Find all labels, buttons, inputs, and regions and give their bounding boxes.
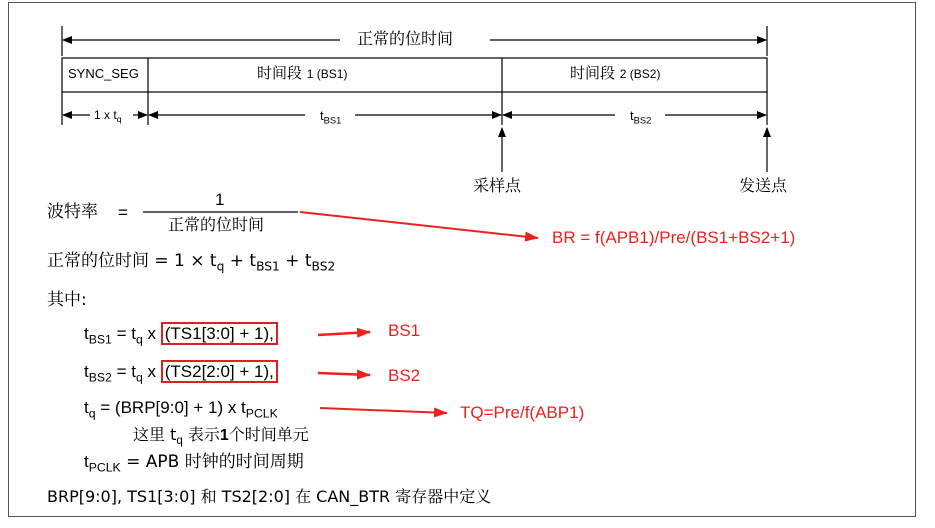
tbs2-x: x [142, 362, 161, 381]
one-x-tq-prefix: 1 x t [94, 108, 117, 122]
one-x-tq-sub: q [116, 114, 122, 125]
bs2-annotation: BS2 [388, 366, 421, 385]
bs1-arrow [318, 332, 370, 335]
t-bs2-sub: BS2 [633, 115, 652, 126]
one-x-tq-label [94, 109, 121, 124]
nbt-label: 正常的位时间 = 1 × t [47, 251, 217, 271]
tbs1-t: t [84, 324, 89, 343]
tq-q: q [88, 406, 96, 421]
tq-rest: = (BRP[9:0] + 1) x t [95, 398, 246, 417]
tq-expl-mid: 表示 [182, 425, 220, 444]
t-bs1-label [320, 109, 341, 126]
t-bs1-sub: BS1 [323, 115, 342, 126]
t-bs2-t: t [630, 108, 634, 123]
br-arrow [300, 212, 538, 238]
nbt-plus2: + t [279, 251, 312, 271]
tbs2-q: q [135, 370, 143, 385]
tbs2-formula [84, 363, 278, 384]
t-bs1-t: t [320, 108, 324, 123]
tq-pclk: PCLK [245, 406, 278, 421]
tq-arrow [320, 408, 447, 413]
bs2-segment-suffix: 2 (BS2) [619, 67, 661, 81]
t-bs2-label [630, 109, 651, 126]
sync-seg-label: SYNC_SEG [68, 66, 139, 81]
tq-annotation: TQ=Pre/f(ABP1) [460, 403, 585, 422]
baud-rate-label: 波特率 [47, 202, 98, 222]
bs1-annotation: BS1 [388, 321, 421, 340]
tpclk-definition [84, 453, 304, 474]
ts2-highlight-box: (TS2[2:0] + 1), [161, 360, 278, 383]
bs1-segment-label [257, 66, 347, 81]
nbt-bs2: BS2 [311, 259, 336, 274]
bs1-segment-suffix: 1 (BS1) [306, 67, 348, 81]
tbs1-q: q [135, 332, 143, 347]
fraction-numerator: 1 [215, 190, 225, 209]
tpclk-rest: = APB 时钟的时间周期 [120, 452, 304, 472]
tpclk-t: t [84, 452, 89, 471]
nbt-bs1: BS1 [256, 259, 280, 274]
tq-explanation [133, 427, 309, 448]
bs2-segment-cn: 时间段 [570, 64, 616, 82]
tq-t: t [84, 398, 89, 417]
tq-expl-one: 1 [219, 427, 229, 444]
tbs1-mid: = t [111, 324, 136, 343]
bs2-segment-label [570, 66, 660, 81]
tq-expl-pre: 这里 t [133, 425, 177, 444]
bs1-segment-cn: 时间段 [257, 64, 303, 82]
tpclk-sub: PCLK [88, 460, 121, 475]
sample-point-label: 采样点 [473, 176, 522, 195]
bs2-arrow [318, 373, 370, 375]
segment-bar [62, 58, 767, 92]
nbt-q: q [216, 259, 225, 274]
ts1-highlight-box: (TS1[3:0] + 1), [161, 322, 278, 345]
tbs1-sub: BS1 [88, 332, 112, 347]
tbs1-x: x [142, 324, 161, 343]
tq-expl-post: 个时间单元 [228, 425, 309, 444]
baud-equals: = [118, 203, 128, 222]
tbs2-sub: BS2 [88, 370, 112, 385]
fraction-denominator: 正常的位时间 [168, 215, 265, 234]
tbs1-formula [84, 325, 278, 346]
tbs2-t: t [84, 362, 89, 381]
nominal-bit-time-formula [47, 253, 335, 273]
nominal-bit-time-label: 正常的位时间 [357, 29, 454, 48]
br-annotation: BR = f(APB1)/Pre/(BS1+BS2+1) [552, 228, 796, 247]
footer-note: BRP[9:0], TS1[3:0] 和 TS2[2:0] 在 CAN_BTR 寄存器中定义 [47, 487, 492, 506]
tq-expl-q: q [176, 435, 183, 448]
tq-formula [84, 399, 278, 420]
nbt-plus1: + t [224, 251, 257, 271]
tbs2-mid: = t [111, 362, 136, 381]
transmit-point-label: 发送点 [739, 176, 788, 195]
where-label: 其中: [47, 290, 87, 310]
